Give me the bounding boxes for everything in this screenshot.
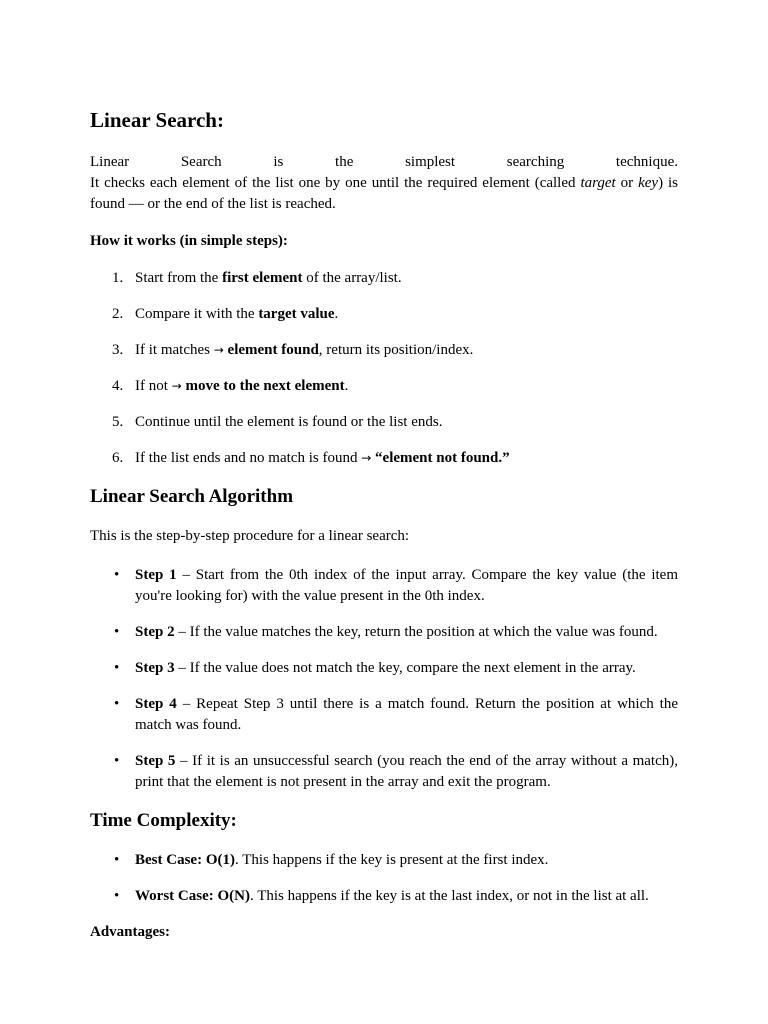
list-item: 6. If the list ends and no match is found → “element not found.” [90,448,678,469]
bullet-icon: • [114,567,120,583]
list-item: • Step 1 – Start from the 0th index of the input array. Compare the key value (the item you're looking for) with the value present in the 0th index. [114,567,678,604]
list-item: 2. Compare it with the target value. [90,304,678,325]
bullet-icon: • [114,696,120,712]
bullet-icon: • [114,753,120,769]
bullet-icon: • [114,624,120,640]
intro-or: or [615,175,639,191]
step-number: 3. [112,342,124,358]
list-item: • Worst Case: O(N). This happens if the key is at the last index, or not in the list at all. [90,886,678,907]
list-item: • Best Case: O(1). This happens if the key is present at the first index. [90,850,678,871]
bullet-icon: • [114,660,120,676]
page-title: Linear Search: [90,108,224,132]
arrow-right-icon: → [361,451,372,465]
how-it-works-label: How it works (in simple steps): [90,233,288,249]
step-number: 6. [112,450,124,466]
list-item: • Step 3 – If the value does not match the key, compare the next element in the array. [90,658,678,679]
list-item: 4. If not → move to the next element. [90,376,678,397]
step-number: 4. [112,378,124,394]
intro-line: Linear Search is the simplest searching technique. [90,154,678,170]
list-item: • Step 5 – If it is an unsuccessful search (you reach the end of the array without a match), print that the element is not present in the array and exit the program. [114,753,678,790]
advantages-label: Advantages: [90,924,171,940]
intro-text-b: ) is found — or the end of the list is reached. [90,175,678,212]
arrow-right-icon: → [213,343,224,357]
list-item: 1. Start from the first element of the array/list. [90,268,678,289]
intro-key-term: key [638,175,659,191]
intro-paragraph [90,173,678,215]
bullet-icon: • [114,852,120,868]
list-item: • Step 2 – If the value matches the key, return the position at which the value was found. [90,622,678,643]
algorithm-intro: This is the step-by-step procedure for a linear search: [90,528,410,544]
algorithm-heading: Linear Search Algorithm [90,486,294,507]
algorithm-steps-list [90,565,678,793]
list-item: 5. Continue until the element is found or the list ends. [90,412,678,433]
steps-list [90,268,678,469]
intro-text-a: It checks each element of the list one by one until the required element (called [90,175,581,191]
bullet-icon: • [114,888,120,904]
arrow-right-icon: → [171,379,182,393]
intro-target-term: target [580,175,616,191]
complexity-list [90,850,678,907]
list-item: • Step 4 – Repeat Step 3 until there is a match found. Return the position at which the match was found. [114,696,678,733]
step-number: 1. [112,270,124,286]
time-complexity-heading: Time Complexity: [90,810,237,831]
list-item: 3. If it matches → element found, return its position/index. [90,340,678,361]
step-number: 5. [112,414,124,430]
step-number: 2. [112,306,124,322]
